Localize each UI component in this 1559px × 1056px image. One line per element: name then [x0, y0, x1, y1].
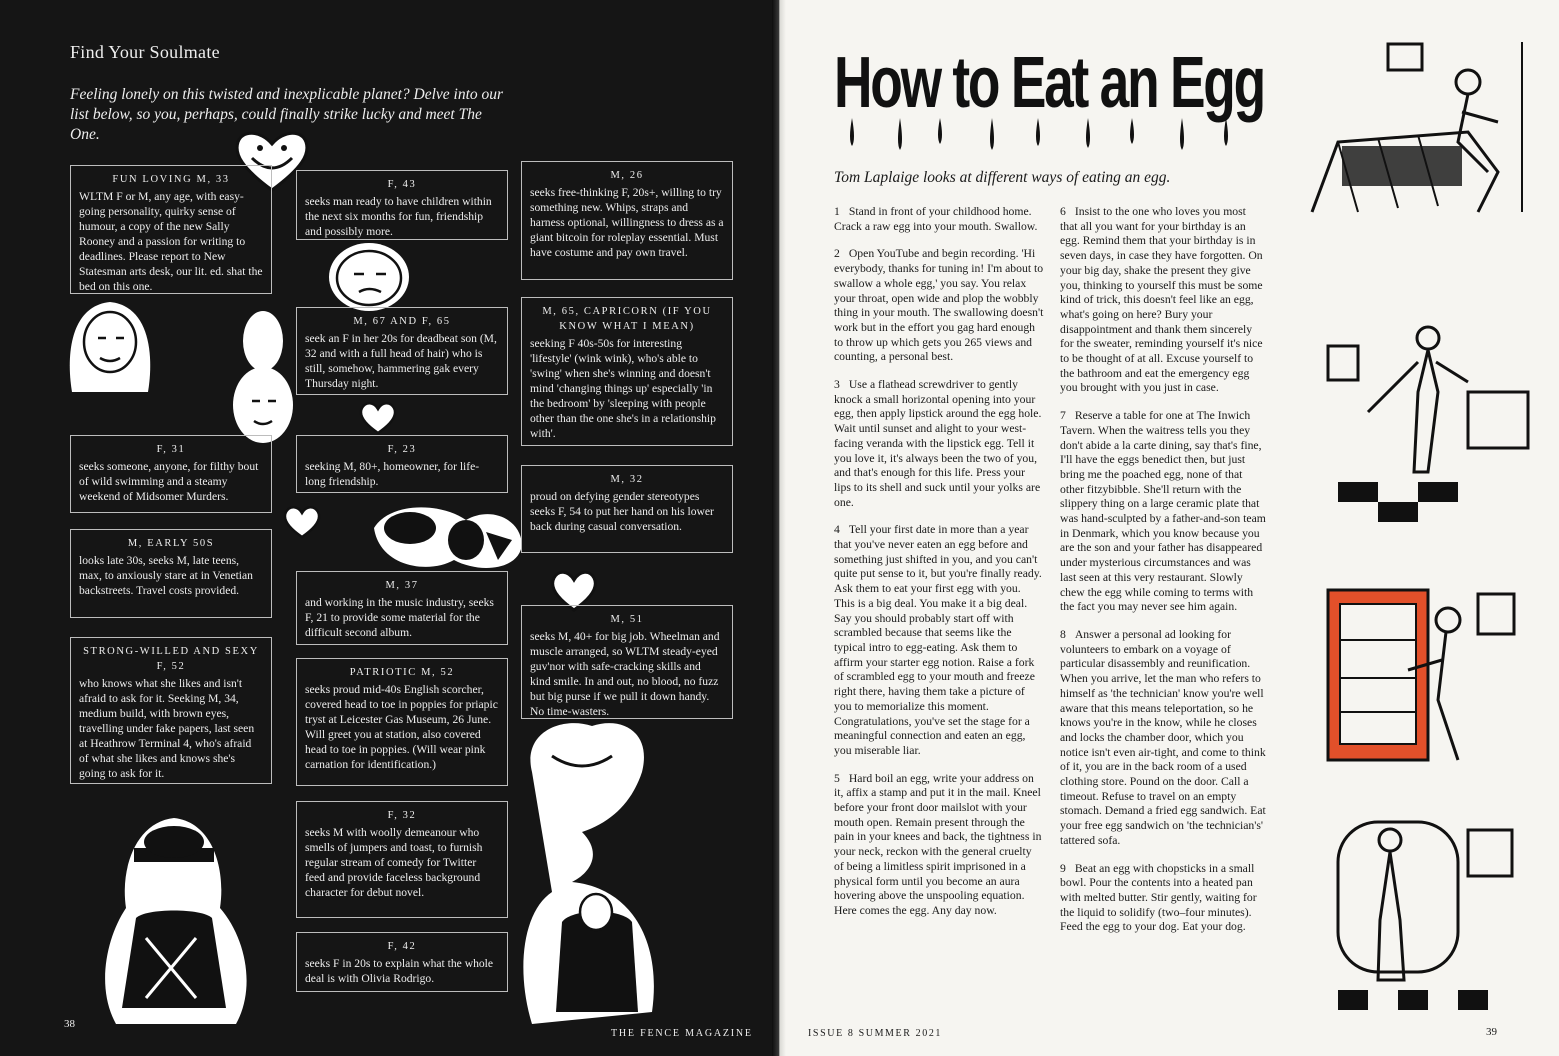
ad-body: seeks M with woolly demeanour who smells of jumpers and toast, to furnish regular stream of comedy for Twitter feed and provide faceless background character for debut novel.	[305, 826, 483, 899]
face-sticker-1	[326, 240, 412, 314]
fridge-illustration	[1318, 560, 1538, 770]
step-number: 5	[834, 771, 840, 785]
ad-body: seeks F in 20s to explain what the whole deal is with Olivia Rodrigo.	[305, 957, 494, 985]
ad-heading: PATRIOTIC M, 52	[349, 667, 455, 678]
personal-ad	[296, 307, 508, 395]
ad-body: seeks free-thinking F, 20s+, willing to try something new. Whips, straps and harness optional, willingness to dress as a giant bitcoin for roleplay essential. Must have costume and pay own travel.	[530, 186, 724, 259]
step-paragraph	[834, 205, 1044, 234]
personal-ad	[70, 529, 272, 618]
step-text: Hard boil an egg, write your address on it, affix a stamp and put it in the mail. Kneel before your front door mailslot with your mouth open. Remain present through the pain in your knees and back, the tightness in your neck, reckon with the general cruelty of being a limitless spirit imprisoned in a physical form until you become an aura hovering above the unspooling equation. Here comes the egg. Any day now.	[834, 771, 1042, 917]
step-number: 3	[834, 378, 840, 392]
kitchen-egg-illustration	[1318, 322, 1538, 532]
issue-line: ISSUE 8 SUMMER 2021	[808, 1028, 943, 1039]
page-title: Find Your Soulmate	[70, 42, 220, 62]
ad-heading: FUN LOVING M, 33	[112, 174, 230, 185]
step-text: Open YouTube and begin recording. 'Hi everybody, thanks for tuning in! I'm about to swallow a whole egg,' you say. You relax your throat, open wide and plop the wobbly thing in your mouth. The swallowing doesn't work but in the effort you gag hard enough to throw up which gets you 265 views and counting, a personal best.	[834, 247, 1044, 364]
step-paragraph	[834, 247, 1044, 365]
ad-heading: M, EARLY 50S	[127, 538, 215, 549]
step-number: 9	[1060, 861, 1066, 875]
ad-body: who knows what she likes and isn't afraid to ask for it. Seeking M, 34, medium build, with brown eyes, travelling under fake papers, last seen at Heathrow Terminal 4, who's afraid of what she likes and knows she's going to ask for it.	[79, 677, 255, 780]
ad-body: seeks proud mid-40s English scorcher, covered head to toe in poppies for priapic tryst at Leicester Gas Museum, 26 June. Will greet you at station, also covered head to toe in poppies. (Will wear pink carnation for identification.)	[305, 683, 498, 771]
personal-ad	[296, 801, 508, 918]
page-gutter	[772, 0, 786, 1056]
article-column-2	[1060, 205, 1266, 948]
ad-body: seek an F in her 20s for deadbeat son (M, 32 and with a full head of hair) who is still, somehow, hammering gak every Thursday night.	[305, 332, 497, 390]
ad-heading: M, 51	[610, 614, 644, 625]
article-title: How to Eat an Egg	[834, 43, 1264, 123]
ad-body: proud on defying gender stereotypes seeks F, 54 to put her hand on his lower back during casual conversation.	[530, 490, 714, 533]
bathroom-illustration	[1318, 810, 1538, 1020]
ad-heading: F, 23	[387, 444, 417, 455]
bed-illustration	[1298, 22, 1528, 222]
ad-heading: M, 67 AND F, 65	[353, 316, 451, 327]
ad-body: seeking M, 80+, homeowner, for life-long friendship.	[305, 460, 480, 488]
personal-ad	[296, 932, 508, 992]
step-number: 6	[1060, 205, 1066, 218]
title-drips	[842, 118, 1242, 152]
face-sticker-2	[60, 296, 160, 394]
step-paragraph	[1060, 628, 1266, 849]
ad-heading: STRONG-WILLED AND SEXY F, 52	[83, 646, 259, 672]
step-text: Insist to the one who loves you most that all you want for your birthday is an egg. Remind them that your birthday is in seven days, in case they have forgotten. On your big day, shake the present they give you, thinking to yourself this must be some kind of trick, this doesn't feel like an egg, what's going on here? Bury your disappointment and thank them sincerely for the sweater, reminding yourself it's nice to be thought of at all. Excuse yourself to the bathroom and eat the emergency egg you brought with you just in case.	[1060, 205, 1263, 395]
ad-body: WLTM F or M, any age, with easy-going personality, quirky sense of humour, a copy of the new Sally Rooney and a passion for writing to deadlines. Please report to New Statesman arts desk, our lit. ed. shat the bed on this one.	[79, 190, 263, 293]
standfirst: Tom Laplaige looks at different ways of eating an egg.	[834, 169, 1171, 186]
small-heart-sticker-1	[358, 400, 398, 436]
intro-text: Feeling lonely on this twisted and inexplicable planet? Delve into our list below, so you, perhaps, could finally strike lucky and meet The One.	[70, 86, 504, 143]
step-number: 7	[1060, 409, 1066, 423]
step-paragraph	[1060, 409, 1266, 615]
right-page	[778, 0, 1559, 1056]
step-text: Beat an egg with chopsticks in a small bowl. Pour the contents into a heated pan with melted butter. Stir gently, waiting for the liquid to solidify (two–four minutes). Feed the egg to your dog. Eat your dog.	[1060, 861, 1257, 934]
ad-heading: M, 37	[385, 580, 419, 591]
personal-ad	[521, 161, 733, 280]
man-dreaming-sticker	[512, 712, 662, 1028]
page-number-left: 38	[64, 1018, 75, 1030]
step-number: 4	[834, 523, 840, 537]
personal-ad	[521, 465, 733, 553]
ad-body: seeking F 40s-50s for interesting 'lifestyle' (wink wink), who's able to 'swing' when she's winning and doesn't mind 'changing things up' especially 'in the bedroom' by 'sleeping with people other than the one she's in a relationship with'.	[530, 337, 716, 440]
ad-body: looks late 30s, seeks M, late teens, max, to anxiously stare at in Venetian backstreets. Travel costs provided.	[79, 554, 253, 597]
man-with-cane-sticker	[86, 808, 262, 1028]
ad-heading: F, 42	[387, 941, 417, 952]
ad-heading: M, 65, CAPRICORN (IF YOU KNOW WHAT I MEAN)	[542, 306, 712, 332]
personal-ad	[70, 637, 272, 784]
step-paragraph	[834, 772, 1044, 919]
personal-ad	[521, 297, 733, 446]
personal-ad	[521, 605, 733, 719]
small-heart-sticker-2	[282, 504, 322, 540]
personal-ad	[296, 170, 508, 240]
creatures-sticker	[370, 498, 526, 576]
step-paragraph	[834, 523, 1044, 758]
step-text: Tell your first date in more than a year that you've never eaten an egg before and something just shifted in you, and you can't quite put sense to it, but you're finally ready. Ask them to eat your first egg with you. This is a big deal. You make it a big deal. Say you should probably start off with scrambled because that seems like the typical intro to egg-eating. Ask them to affirm your starter egg notion. Raise a fork of scrambled egg to your mouth and freeze right there, having them take a picture of you to memorialize this moment. Congratulations, you've set the stage for a meaningful connection and eaten an egg, you miserable liar.	[834, 523, 1042, 757]
ad-heading: M, 32	[610, 474, 644, 485]
step-text: Answer a personal ad looking for volunteers to embark on a voyage of particular disassembly and reunification. When you arrive, let the man who refers to himself as 'the technician' know you're well aware that this means teleportation, so he knows you're in the know, while he closes and locks the chamber door, which you notice isn't even air-tight, and come to think of it, you are in the back room of a used clothing store. Pound on the door. Call a timeout. Refuse to travel on an empty stomach. Demand a fried egg sandwich. Eat your free egg sandwich on 'the technician's' tattered sofa.	[1060, 627, 1266, 847]
step-paragraph	[1060, 862, 1266, 936]
ad-heading: M, 26	[610, 170, 644, 181]
step-text: Use a flathead screwdriver to gently knock a small horizontal opening into your egg, then apply lipstick around the egg hole. Wait until sunset and alight to your west-facing veranda with the lipstick egg. Tell it you love it, it's always been the two of you, and that's enough for this life. Press your lips to its shell and suck until your yolks are one.	[834, 378, 1042, 509]
ad-body: seeks man ready to have children within the next six months for fun, friendship and possibly more.	[305, 195, 492, 238]
ad-heading: F, 31	[156, 444, 186, 455]
left-page	[0, 0, 778, 1056]
step-paragraph	[1060, 205, 1266, 396]
magazine-name: THE FENCE MAGAZINE	[611, 1028, 753, 1039]
face-sticker-3	[230, 305, 296, 445]
step-paragraph	[834, 378, 1044, 510]
ad-heading: F, 43	[387, 179, 417, 190]
ad-body: seeks M, 40+ for big job. Wheelman and muscle arranged, so WLTM steady-eyed guv'nor with safe-cracking skills and kind smile. In and out, no blood, no fuzz but big purse if we pull it down handy. No time-wasters.	[530, 630, 720, 718]
page-number-right: 39	[1486, 1026, 1497, 1038]
personal-ad	[70, 435, 272, 513]
ad-heading: F, 32	[387, 810, 417, 821]
personal-ad	[296, 658, 508, 786]
personal-ad	[70, 165, 272, 294]
ad-body: and working in the music industry, seeks F, 21 to provide some material for the difficult second album.	[305, 596, 494, 639]
ad-body: seeks someone, anyone, for filthy bout of wild swimming and a steamy weekend of Midsomer Murders.	[79, 460, 259, 503]
step-text: Reserve a table for one at The Inwich Tavern. When the waitress tells you they don't abide a la carte dining, say that's fine, I'll have the eggs benedict then, but just bring me the poached egg, none of that other fitzybibble. She'll return with the slippery thing on a large ceramic plate that was hand-sculpted by a father-and-son team in Denmark, which you know because you are the son and your father has disappeared under mysterious circumstances and was last seen at this very restaurant. Slowly chew the egg while coming to terms with the fact you may never see him again.	[1060, 409, 1266, 614]
personal-ad	[296, 435, 508, 493]
step-number: 1	[834, 205, 840, 218]
step-number: 2	[834, 247, 840, 261]
step-text: Stand in front of your childhood home. Crack a raw egg into your mouth. Swallow.	[834, 205, 1038, 233]
personal-ad	[296, 571, 508, 645]
article-column-1	[834, 205, 1044, 932]
step-number: 8	[1060, 627, 1066, 641]
